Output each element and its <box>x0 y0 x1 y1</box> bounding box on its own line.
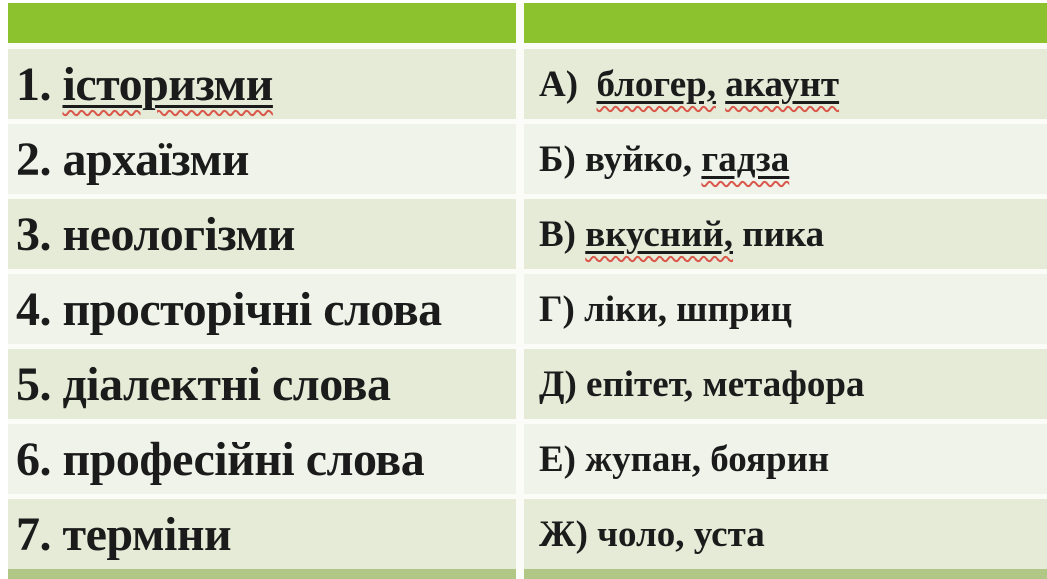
example-cell <box>524 49 1047 119</box>
table-row <box>8 124 1047 194</box>
text-segment: пика <box>733 213 825 255</box>
text-segment: 1. <box>16 57 63 111</box>
table-body <box>8 49 1047 569</box>
text-segment <box>716 63 725 106</box>
text-segment: Д) епітет, метафора <box>539 363 865 405</box>
table-row <box>8 199 1047 269</box>
misspelled-word <box>585 213 733 256</box>
text-segment: Б) вуйко, <box>539 138 702 180</box>
column-divider <box>516 424 524 494</box>
column-divider <box>516 499 524 569</box>
table-row <box>8 274 1047 344</box>
table-row <box>8 349 1047 419</box>
spellcheck-squiggle: історизми <box>62 57 273 111</box>
text-segment: 6. професійні слова <box>16 432 425 486</box>
column-divider <box>516 569 524 579</box>
misspelled-word <box>701 138 789 181</box>
table-row <box>8 499 1047 569</box>
header-cell-terms <box>8 3 516 43</box>
example-cell <box>524 499 1047 569</box>
example-cell <box>524 199 1047 269</box>
misspelled-word <box>597 63 716 106</box>
term-cell <box>8 274 516 344</box>
misspelled-word <box>725 63 839 106</box>
text-segment: А) <box>539 63 597 105</box>
header-cell-examples <box>524 3 1047 43</box>
example-cell <box>524 424 1047 494</box>
spellcheck-squiggle: блогер, <box>596 63 716 105</box>
matching-table <box>8 3 1047 579</box>
table-row <box>8 49 1047 119</box>
term-cell <box>8 499 516 569</box>
spellcheck-squiggle: гадза <box>701 138 790 180</box>
table-header-row <box>8 3 1047 43</box>
column-divider <box>516 124 524 194</box>
spellcheck-squiggle: вкусний, <box>585 213 734 255</box>
text-segment: 5. діалектні слова <box>16 357 391 411</box>
text-segment: 4. просторічні слова <box>16 282 442 336</box>
example-cell <box>524 124 1047 194</box>
example-cell <box>524 349 1047 419</box>
term-cell <box>8 424 516 494</box>
term-cell <box>8 124 516 194</box>
bottom-strip-left <box>8 569 516 579</box>
term-cell <box>8 49 516 119</box>
spellcheck-squiggle: акаунт <box>725 63 840 105</box>
column-divider <box>516 3 524 43</box>
text-segment: Ж) чоло, уста <box>539 513 765 555</box>
column-divider <box>516 274 524 344</box>
text-segment: 7. терміни <box>16 507 232 561</box>
text-segment: В) <box>539 213 586 255</box>
text-segment: Е) жупан, боярин <box>539 438 830 480</box>
table-row <box>8 424 1047 494</box>
text-segment: 2. архаїзми <box>16 132 249 186</box>
term-cell <box>8 199 516 269</box>
bottom-strip-right <box>524 569 1047 579</box>
column-divider <box>516 199 524 269</box>
misspelled-word <box>63 57 273 112</box>
example-cell <box>524 274 1047 344</box>
bottom-edge-strip <box>8 569 1047 579</box>
text-segment: Г) ліки, шприц <box>539 288 793 330</box>
text-segment: 3. неологізми <box>16 207 295 261</box>
column-divider <box>516 49 524 119</box>
column-divider <box>516 349 524 419</box>
term-cell <box>8 349 516 419</box>
